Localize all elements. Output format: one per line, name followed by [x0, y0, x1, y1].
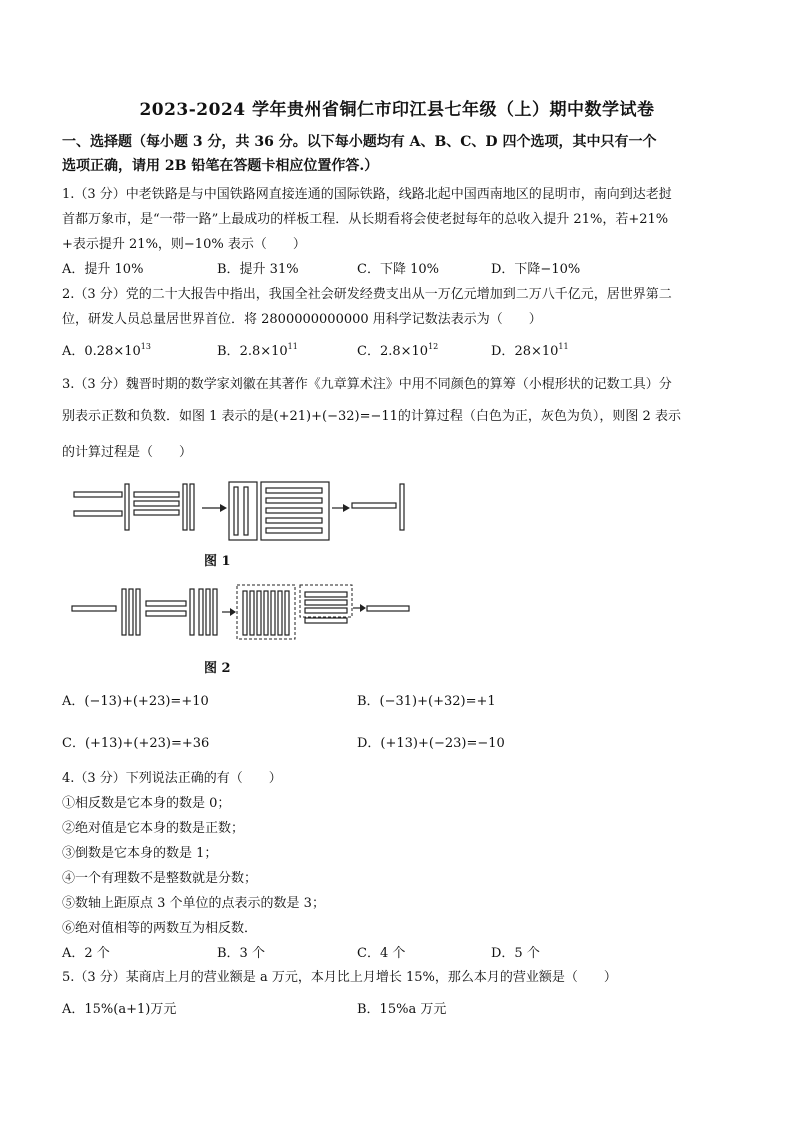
q3-option-d: D．(+13)+(−23)=−10: [357, 736, 505, 751]
q2-option-c-exp: 12: [428, 342, 439, 351]
rod: [243, 591, 247, 635]
q4-statement-5: ⑤数轴上距原点 3 个单位的点表示的数是 3；: [62, 896, 325, 911]
q1-line3: +表示提升 21%，则−10% 表示（ ）: [62, 237, 306, 252]
figure-1-caption: 图 1: [204, 554, 231, 569]
q4-option-d: D．5 个: [491, 946, 540, 961]
q3-line1: 3.（3 分）魏晋时期的数学家刘徽在其著作《九章算术注》中用不同颜色的算筹（小棍形状的记数工具）分: [62, 377, 672, 392]
rod: [213, 589, 217, 635]
counting-rods-figure-2: [60, 582, 420, 644]
q2-option-a-exp: 13: [140, 342, 151, 351]
rod: [367, 606, 409, 611]
q2-line2: 位，研发人员总量居世界首位．将 2800000000000 用科学记数法表示为（ ）: [62, 312, 542, 327]
q4-option-b: B．3 个: [217, 946, 265, 961]
rod: [278, 591, 282, 635]
q2-option-d-base: 28×10: [514, 344, 559, 359]
q4-statement-1: ①相反数是它本身的数是 0；: [62, 796, 231, 811]
q5-option-a: A．15%(a+1)万元: [62, 1002, 177, 1017]
rod: [266, 528, 322, 533]
q2-option-a: [62, 340, 151, 359]
rod: [134, 492, 179, 497]
q2-line1: 2.（3 分）党的二十大报告中指出，我国全社会研发经费支出从一万亿元增加到二万八千亿元，居世界第二: [62, 287, 672, 302]
rod: [72, 606, 116, 611]
q3-option-b: B．(−31)+(+32)=+1: [357, 694, 496, 709]
q1-line2: 首都万象市，是“一带一路”上最成功的样板工程．从长期看将会使老挝每年的总收入提升 21%，若+21%: [62, 212, 669, 227]
rod: [305, 608, 347, 613]
q2-option-b: [217, 340, 298, 359]
arrow-head: [360, 604, 366, 612]
rod: [134, 510, 179, 515]
page-title: 2023-2024 学年贵州省铜仁市印江县七年级（上）期中数学试卷: [139, 100, 655, 120]
q2-option-d-exp: 11: [558, 342, 569, 351]
rod: [305, 618, 347, 623]
rod: [250, 591, 254, 635]
rod: [134, 501, 179, 506]
rod: [264, 591, 268, 635]
q2-option-a-label: A．: [62, 344, 85, 359]
rod: [400, 484, 404, 530]
q5-option-b: B．15%a 万元: [357, 1002, 447, 1017]
q5-line1: 5.（3 分）某商店上月的营业额是 a 万元，本月比上月增长 15%，那么本月的营业额是（ ）: [62, 970, 617, 985]
q1-option-c: C．下降 10%: [357, 262, 439, 277]
rod: [244, 487, 248, 535]
q2-option-d: [491, 340, 569, 359]
rod: [234, 487, 238, 535]
q1-option-b: B．提升 31%: [217, 262, 299, 277]
q4-statement-4: ④一个有理数不是整数就是分数；: [62, 871, 258, 886]
rod: [285, 591, 289, 635]
q3-line3: 的计算过程是（ ）: [62, 445, 193, 460]
q2-option-b-label: B．: [217, 344, 240, 359]
rod: [122, 589, 126, 635]
q1-option-d: D．下降−10%: [491, 262, 581, 277]
rod: [136, 589, 140, 635]
rod: [271, 591, 275, 635]
section-heading-line1: 一、选择题（每小题 3 分，共 36 分。以下每小题均有 A、B、C、D 四个选项，其中只有一个: [62, 134, 657, 150]
rod: [190, 589, 194, 635]
rod-box: [229, 482, 257, 540]
q3-line2: 别表示正数和负数．如图 1 表示的是(+21)+(−32)=−11的计算过程（白色为正，灰色为负），则图 2 表示: [62, 409, 681, 424]
q4-option-a: A．2 个: [62, 946, 110, 961]
rod: [146, 601, 186, 606]
rod: [146, 611, 186, 616]
rod: [266, 488, 322, 493]
arrow-head: [230, 608, 236, 616]
rod: [305, 592, 347, 597]
q2-option-c-base: 2.8×10: [379, 344, 429, 359]
q2-option-c-label: C．: [357, 344, 380, 359]
rod: [183, 484, 187, 530]
q4-option-c: C．4 个: [357, 946, 406, 961]
rod: [305, 600, 347, 605]
q2-option-c: [357, 340, 438, 359]
counting-rods-figure-1: [60, 478, 420, 546]
q4-statement-3: ③倒数是它本身的数是 1；: [62, 846, 218, 861]
rod: [266, 498, 322, 503]
section-heading-line2: 选项正确，请用 2B 铅笔在答题卡相应位置作答.）: [62, 158, 379, 174]
arrow-head: [343, 504, 350, 512]
q2-option-b-exp: 11: [287, 342, 298, 351]
q3-option-c: C．(+13)+(+23)=+36: [62, 736, 210, 751]
q4-statement-6: ⑥绝对值相等的两数互为相反数．: [62, 921, 258, 936]
q2-option-b-base: 2.8×10: [239, 344, 288, 359]
rod: [266, 508, 322, 513]
rod: [129, 589, 133, 635]
rod: [257, 591, 261, 635]
q1-line1: 1.（3 分）中老铁路是与中国铁路网直接连通的国际铁路，线路北起中国西南地区的昆明市，南向到达老挝: [62, 187, 672, 202]
rod: [199, 589, 203, 635]
q2-option-a-base: 0.28×10: [84, 344, 141, 359]
rod: [190, 484, 194, 530]
rod: [352, 503, 396, 508]
rod: [74, 511, 122, 516]
figure-2-caption: 图 2: [204, 661, 231, 676]
rod: [206, 589, 210, 635]
q4-statement-2: ②绝对值是它本身的数是正数；: [62, 821, 245, 836]
arrow-head: [220, 504, 227, 512]
rod: [125, 484, 129, 530]
rod: [266, 518, 322, 523]
q1-option-a: A．提升 10%: [62, 262, 144, 277]
q2-option-d-label: D．: [491, 344, 515, 359]
rod: [74, 492, 122, 497]
q4-line1: 4.（3 分）下列说法正确的有（ ）: [62, 771, 282, 786]
q3-option-a: A．(−13)+(+23)=+10: [62, 694, 209, 709]
